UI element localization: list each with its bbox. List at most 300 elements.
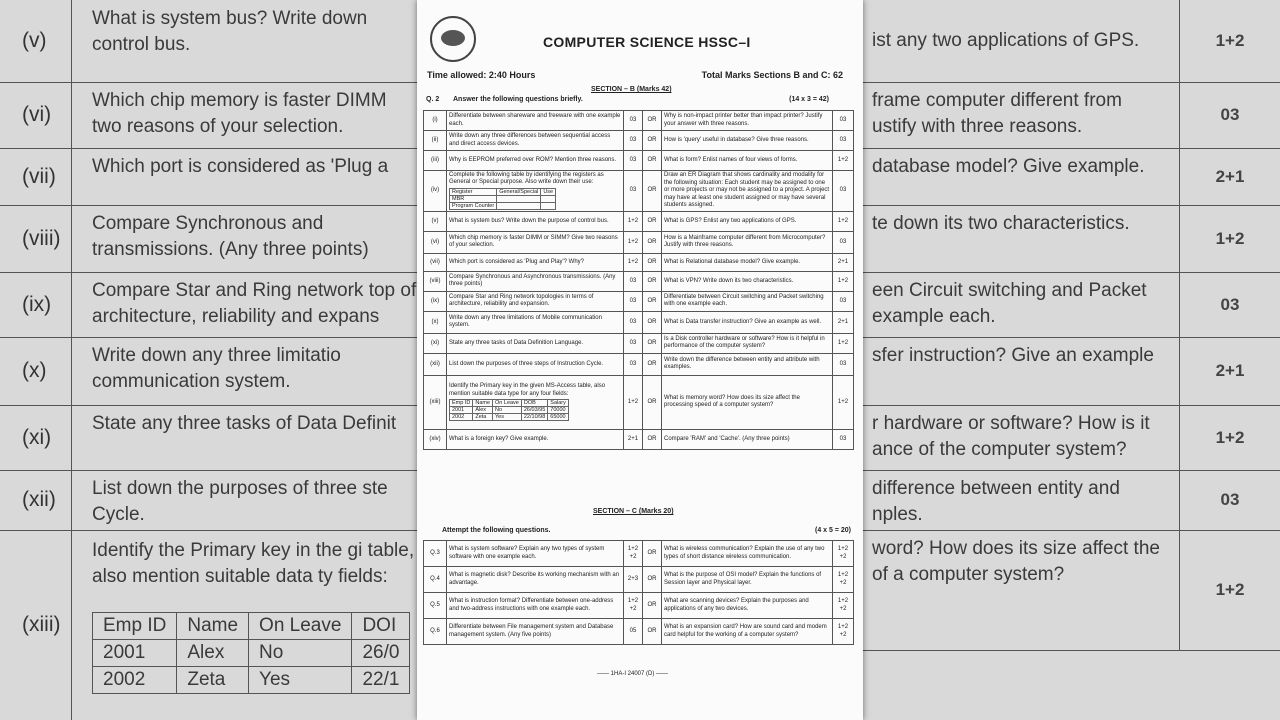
backdrop-number: (ix) — [0, 272, 72, 337]
or-label-value: OR — [647, 238, 657, 245]
backdrop-employee-cell: 2002 — [93, 667, 177, 694]
backdrop-row — [862, 405, 1280, 471]
backdrop-number: (vi) — [0, 82, 72, 148]
question-row — [424, 567, 854, 593]
question-number — [424, 211, 447, 231]
board-logo-icon — [430, 16, 476, 62]
register-table-header-cell: Register — [450, 188, 497, 195]
paper-title: COMPUTER SCIENCE HSSC–I — [543, 34, 751, 50]
or-label — [643, 131, 662, 151]
employee-table-header-cell: DOB — [521, 400, 547, 407]
register-type-blank — [497, 195, 541, 202]
question-text — [447, 253, 624, 271]
alternate-question-marks — [833, 375, 854, 429]
alternate-question-marks: 1+2 +2 — [833, 541, 854, 567]
employee-table-cell: 26/03/95 — [521, 407, 547, 414]
alternate-question-text-value: What is Relational database model? Give example. — [664, 258, 801, 265]
backdrop-text: database model? Give example. — [872, 156, 1145, 177]
or-label — [643, 311, 662, 333]
employee-table-header-cell: Salary — [548, 400, 569, 407]
question-number-value: (i) — [432, 116, 438, 123]
alternate-question-text-value: How is 'query' useful in database? Give three reasons. — [664, 136, 809, 143]
employee-table — [449, 399, 569, 421]
backdrop-employee-cell: 22/1 — [352, 667, 410, 694]
question-marks — [624, 131, 643, 151]
or-label: OR — [643, 541, 662, 567]
alternate-question-marks-value: 03 — [839, 116, 847, 123]
backdrop-row — [0, 405, 420, 471]
alternate-question-marks — [833, 151, 854, 171]
total-marks: Total Marks Sections B and C: 62 — [701, 70, 843, 80]
question-row — [424, 211, 854, 231]
or-label-value: OR — [647, 156, 657, 163]
or-label — [643, 253, 662, 271]
alternate-question-marks-value: 1+2 — [837, 398, 849, 405]
alternate-question-text — [662, 353, 833, 375]
backdrop-mark: 1+2 — [1179, 405, 1280, 470]
or-label — [643, 353, 662, 375]
employee-table-row — [450, 414, 569, 421]
alternate-question-marks: 1+2 +2 — [833, 593, 854, 619]
backdrop-mark: 2+1 — [1179, 148, 1280, 205]
question-number — [424, 171, 447, 212]
alternate-question-text-value: Write down the difference between entity and attribute with examples. — [664, 356, 820, 371]
backdrop-right — [862, 0, 1280, 720]
question-text — [447, 231, 624, 253]
alternate-question-marks — [833, 111, 854, 131]
or-label-value: OR — [647, 339, 657, 346]
question-marks — [624, 211, 643, 231]
question-number — [424, 291, 447, 311]
question-marks — [624, 111, 643, 131]
question-number-value: (iv) — [430, 187, 440, 194]
question-marks — [624, 375, 643, 429]
alternate-question-marks-value: 2+1 — [837, 258, 849, 265]
alternate-question-marks — [833, 291, 854, 311]
alternate-question-text-value: What is Data transfer instruction? Give an example as well. — [664, 318, 822, 325]
time-allowed: Time allowed: 2:40 Hours — [427, 70, 536, 80]
or-label: OR — [643, 593, 662, 619]
question-number-value: (vi) — [430, 238, 440, 245]
alternate-question-marks — [833, 131, 854, 151]
question-text — [447, 429, 624, 449]
question-row — [424, 619, 854, 645]
question-marks — [624, 291, 643, 311]
question-row — [424, 111, 854, 131]
backdrop-text: Write down any three limitatio communication system. — [92, 345, 341, 392]
backdrop-row — [862, 148, 1280, 206]
backdrop-mark: 03 — [1179, 82, 1280, 148]
or-label-value: OR — [647, 187, 657, 194]
backdrop-employee-cell: Zeta — [177, 667, 249, 694]
backdrop-employee-row — [93, 640, 410, 667]
question-text-value: Complete the following table by identifying the registers as General or Special purpose. Also write down their use: — [449, 172, 604, 186]
backdrop-text: Identify the Primary key in the gi table, also mention suitable data ty fields: — [92, 540, 415, 587]
alternate-question-text — [662, 171, 833, 212]
question-row — [424, 291, 854, 311]
backdrop-mark: 1+2 — [1179, 205, 1280, 272]
question-number — [424, 253, 447, 271]
backdrop-number: (x) — [0, 337, 72, 405]
register-table-header — [450, 188, 556, 195]
alternate-question-text — [662, 291, 833, 311]
question-number — [424, 311, 447, 333]
or-label-value: OR — [647, 136, 657, 143]
question-row — [424, 151, 854, 171]
question-marks-value: 1+2 — [627, 398, 639, 405]
question-text-value: Why is EEPROM preferred over ROM? Mention three reasons. — [449, 156, 617, 163]
backdrop-number: (xi) — [0, 405, 72, 470]
alternate-question-marks-value: 03 — [839, 435, 847, 442]
alternate-question-marks — [833, 231, 854, 253]
backdrop-text: State any three tasks of Data Definit — [92, 413, 397, 434]
alternate-question-text-value: Compare 'RAM' and 'Cache'. (Any three points) — [664, 435, 790, 442]
alternate-question-marks — [833, 171, 854, 212]
question-marks — [624, 353, 643, 375]
register-use-blank — [541, 202, 556, 209]
question-marks-value: 03 — [629, 318, 637, 325]
question-number-value: (iii) — [431, 156, 439, 163]
backdrop-left — [0, 0, 420, 720]
or-label: OR — [643, 567, 662, 593]
backdrop-employee-cell: 26/0 — [352, 640, 410, 667]
or-label-value: OR — [647, 297, 657, 304]
question-marks-value: 1+2 — [627, 217, 639, 224]
or-label — [643, 211, 662, 231]
alternate-question-text — [662, 375, 833, 429]
or-label-value: OR — [647, 217, 657, 224]
or-label-value: OR — [647, 360, 657, 367]
alternate-question-text-value: What is VPN? Write down its two characteristics. — [664, 277, 794, 284]
question-text-value: Write down any three differences between sequential access and direct access devices. — [449, 133, 611, 147]
alternate-question-text-value: Why is non-impact printer better than impact printer? Justify your answer with three reasons. — [664, 113, 823, 127]
question-marks-value: 03 — [629, 297, 637, 304]
question-text — [447, 271, 624, 291]
backdrop-text: frame computer different from ustify with three reasons. — [872, 90, 1122, 137]
question-marks-value: 03 — [629, 187, 637, 194]
register-name: Program Counter — [450, 202, 497, 209]
or-label-value: OR — [647, 398, 657, 405]
alternate-question-text: What is wireless communication? Explain the use of any two types of short distance wireless communication. — [662, 541, 833, 567]
alternate-question-marks-value: 2+1 — [837, 318, 849, 325]
question-text: What is instruction format? Differentiate between one-address and two-address instructions with one example each. — [447, 593, 624, 619]
paper-footer: —— 1HA-I 24007 (D) —— — [597, 671, 669, 677]
alternate-question-marks-value: 03 — [839, 136, 847, 143]
alternate-question-marks — [833, 429, 854, 449]
backdrop-number: (xiii) — [0, 530, 72, 720]
backdrop-text: Which port is considered as 'Plug a — [92, 156, 389, 177]
backdrop-text: een Circuit switching and Packet example each. — [872, 280, 1147, 327]
backdrop-text: te down its two characteristics. — [872, 213, 1130, 234]
question-number: Q.5 — [424, 593, 447, 619]
question-marks: 1+2 +2 — [624, 593, 643, 619]
register-use-blank — [541, 195, 556, 202]
backdrop-text: sfer instruction? Give an example — [872, 345, 1154, 366]
employee-table-cell: Alex — [473, 407, 493, 414]
question-number-value: (xi) — [430, 339, 440, 346]
section-b-table — [423, 110, 854, 450]
section-c-instruction: Attempt the following questions. — [442, 527, 551, 534]
question-text-value: List down the purposes of three steps of Instruction Cycle. — [449, 360, 604, 367]
question-text: Differentiate between File management system and Database management system. (Any five points) — [447, 619, 624, 645]
employee-table-cell: Zeta — [473, 414, 493, 421]
question-number — [424, 151, 447, 171]
register-name: MBR — [450, 195, 497, 202]
alternate-question-text — [662, 111, 833, 131]
backdrop-text: word? How does its size affect the of a computer system? — [872, 538, 1160, 585]
backdrop-row — [862, 530, 1280, 651]
backdrop-mark: 1+2 — [1179, 530, 1280, 650]
question-number-value: (ii) — [431, 136, 439, 143]
question-number: Q.3 — [424, 541, 447, 567]
question-text-value: State any three tasks of Data Definition Language. — [449, 339, 584, 346]
question-number-value: (xii) — [430, 360, 440, 367]
question-marks-value: 1+2 — [627, 238, 639, 245]
or-label-value: OR — [647, 116, 657, 123]
question-number-value: (x) — [431, 318, 439, 325]
question-row — [424, 231, 854, 253]
alternate-question-marks-value: 03 — [839, 187, 847, 194]
question-marks-value: 1+2 — [627, 258, 639, 265]
question-marks — [624, 231, 643, 253]
backdrop-row — [0, 337, 420, 406]
section-c-formula: (4 x 5 = 20) — [815, 527, 851, 534]
alternate-question-text-value: What is GPS? Enlist any two applications of GPS. — [664, 217, 797, 224]
question-number-value: (ix) — [430, 297, 440, 304]
or-label-value: OR — [647, 318, 657, 325]
backdrop-row — [862, 82, 1280, 149]
backdrop-employee-cell: On Leave — [249, 613, 352, 640]
backdrop-text: Compare Synchronous and transmissions. (Any three points) — [92, 213, 369, 260]
backdrop-row — [862, 337, 1280, 406]
backdrop-text: What is system bus? Write down control bus. — [92, 8, 368, 55]
question-text-value: Write down any three limitations of Mobile communication system. — [449, 314, 602, 329]
question-row — [424, 311, 854, 333]
alternate-question-text: What is the purpose of OSI model? Explain the functions of Session layer and Physical layer. — [662, 567, 833, 593]
alternate-question-text — [662, 271, 833, 291]
question-row — [424, 541, 854, 567]
employee-table-row — [450, 407, 569, 414]
register-table-row — [450, 195, 556, 202]
question-number: Q.4 — [424, 567, 447, 593]
question-text — [447, 333, 624, 353]
question-marks-value: 03 — [629, 360, 637, 367]
or-label — [643, 171, 662, 212]
employee-table-cell: Yes — [493, 414, 522, 421]
question-marks — [624, 151, 643, 171]
alternate-question-marks-value: 1+2 — [837, 217, 849, 224]
question-text — [447, 151, 624, 171]
alternate-question-text — [662, 211, 833, 231]
question-marks-value: 03 — [629, 116, 637, 123]
question-row — [424, 131, 854, 151]
or-label — [643, 231, 662, 253]
employee-table-cell: 22/10/98 — [521, 414, 547, 421]
question-number-value: (xiii) — [429, 398, 441, 405]
backdrop-number: (vii) — [0, 148, 72, 205]
or-label — [643, 111, 662, 131]
backdrop-row — [862, 272, 1280, 338]
backdrop-row — [0, 148, 420, 206]
register-table-row — [450, 202, 556, 209]
question-text: What is magnetic disk? Describe its working mechanism with an advantage. — [447, 567, 624, 593]
alternate-question-text — [662, 429, 833, 449]
question-text-value: Differentiate between shareware and freeware with one example each. — [449, 113, 621, 127]
backdrop-number: (v) — [0, 0, 72, 82]
question-text — [447, 171, 624, 212]
question-text-value: What is a foreign key? Give example. — [449, 435, 549, 442]
alternate-question-marks-value: 03 — [839, 297, 847, 304]
question-marks-value: 2+1 — [627, 435, 639, 442]
backdrop-row — [0, 0, 420, 83]
backdrop-employee-table — [92, 612, 410, 694]
section-c-table — [423, 540, 854, 645]
register-table-header-cell: General/Special — [497, 188, 541, 195]
alternate-question-text — [662, 131, 833, 151]
or-label — [643, 151, 662, 171]
alternate-question-marks: 1+2 +2 — [833, 567, 854, 593]
section-b-heading: SECTION – B (Marks 42) — [591, 86, 672, 93]
question-marks-value: 03 — [629, 277, 637, 284]
alternate-question-marks — [833, 211, 854, 231]
employee-table-cell: 70000 — [548, 407, 569, 414]
backdrop-text: ist any two applications of GPS. — [872, 30, 1140, 51]
section-c-heading: SECTION – C (Marks 20) — [593, 508, 674, 515]
backdrop-text: r hardware or software? How is it ance of the computer system? — [872, 413, 1150, 460]
backdrop-row — [0, 470, 420, 531]
question-number — [424, 271, 447, 291]
or-label — [643, 333, 662, 353]
question-text — [447, 211, 624, 231]
question-marks — [624, 271, 643, 291]
question-marks — [624, 311, 643, 333]
question-marks — [624, 333, 643, 353]
question-number: Q.6 — [424, 619, 447, 645]
question-number-value: (viii) — [429, 277, 441, 284]
alternate-question-marks-value: 03 — [839, 360, 847, 367]
or-label — [643, 271, 662, 291]
backdrop-row — [0, 82, 420, 149]
employee-table-cell: No — [493, 407, 522, 414]
question-number — [424, 111, 447, 131]
backdrop-employee-row — [93, 613, 410, 640]
backdrop-employee-cell: Name — [177, 613, 249, 640]
question-marks-value: 03 — [629, 136, 637, 143]
alternate-question-text-value: Differentiate between Circuit switching and Packet switching with one example each. — [664, 293, 824, 308]
backdrop-employee-cell: Emp ID — [93, 613, 177, 640]
alternate-question-text — [662, 151, 833, 171]
question-text: What is system software? Explain any two types of system software with one example each. — [447, 541, 624, 567]
employee-table-header-cell: Name — [473, 400, 493, 407]
backdrop-number: (xii) — [0, 470, 72, 530]
alternate-question-text — [662, 333, 833, 353]
alternate-question-marks: 1+2 +2 — [833, 619, 854, 645]
employee-table-header-cell: Emp ID — [450, 400, 473, 407]
alternate-question-marks — [833, 253, 854, 271]
question-text-value: Identify the Primary key in the given MS-Access table, also mention suitable data type for any four fields: — [449, 383, 606, 397]
question-marks — [624, 429, 643, 449]
question-number — [424, 231, 447, 253]
alternate-question-text-value: What is memory word? How does its size affect the processing speed of a computer system? — [664, 394, 800, 409]
alternate-question-text — [662, 253, 833, 271]
question-text-value: Which port is considered as 'Plug and Play'? Why? — [449, 258, 585, 265]
question-number — [424, 333, 447, 353]
employee-table-cell: 2002 — [450, 414, 473, 421]
register-table — [449, 188, 556, 210]
backdrop-row — [862, 0, 1280, 83]
alternate-question-text-value: Is a Disk controller hardware or software? How is it helpful in performance of the computer system? — [664, 335, 825, 350]
backdrop-text: Compare Star and Ring network top of architecture, reliability and expans — [92, 280, 417, 327]
question-text — [447, 111, 624, 131]
backdrop-employee-cell: DOI — [352, 613, 410, 640]
alternate-question-marks-value: 1+2 — [837, 339, 849, 346]
backdrop-mark: 2+1 — [1179, 337, 1280, 405]
backdrop-employee-row — [93, 667, 410, 694]
backdrop-text: List down the purposes of three ste Cycle. — [92, 478, 388, 525]
question-number-value: (xiv) — [429, 435, 441, 442]
question-number-value: (v) — [431, 217, 439, 224]
question-text-value: Compare Synchronous and Asynchronous transmissions. (Any three points) — [449, 273, 616, 288]
alternate-question-text-value: What is form? Enlist names of four views of forms. — [664, 156, 798, 163]
alternate-question-marks — [833, 353, 854, 375]
question-row — [424, 253, 854, 271]
question-row — [424, 171, 854, 212]
backdrop-mark: 03 — [1179, 470, 1280, 530]
backdrop-mark: 1+2 — [1179, 0, 1280, 82]
question-text — [447, 311, 624, 333]
alternate-question-text: What are scanning devices? Explain the purposes and applications of any two devices. — [662, 593, 833, 619]
section-b-instruction: Answer the following questions briefly. — [453, 96, 583, 103]
alternate-question-text — [662, 311, 833, 333]
register-table-header-cell: Use — [541, 188, 556, 195]
alternate-question-text-value: How is a Mainframe computer different from Microcomputer? Justify with three reasons. — [664, 234, 826, 249]
alternate-question-text-value: Draw an ER Diagram that shows cardinality and modality for the following situation: Each student may be assigned to one or more projects or may not be assigned to a project. A project may have at least one student assigned or may have several students assigned. — [664, 172, 830, 209]
alternate-question-text: What is an expansion card? How are sound card and modem card helpful for the working of a computer system? — [662, 619, 833, 645]
backdrop-row — [0, 272, 420, 338]
backdrop-text: Which chip memory is faster DIMM two reasons of your selection. — [92, 90, 387, 137]
question-number — [424, 131, 447, 151]
or-label: OR — [643, 619, 662, 645]
question-marks — [624, 253, 643, 271]
backdrop-number: (viii) — [0, 205, 72, 272]
question-row — [424, 429, 854, 449]
question-number-value: (vii) — [430, 258, 440, 265]
backdrop-employee-cell: 2001 — [93, 640, 177, 667]
backdrop-text: difference between entity and nples. — [872, 478, 1120, 525]
question-text-value: Compare Star and Ring network topologies in terms of architecture, reliability and expansion. — [449, 293, 594, 308]
or-label-value: OR — [647, 277, 657, 284]
question-marks: 05 — [624, 619, 643, 645]
alternate-question-marks — [833, 311, 854, 333]
question-marks-value: 03 — [629, 339, 637, 346]
question-text-value: What is system bus? Write down the purpose of control bus. — [449, 217, 609, 224]
exam-paper — [417, 0, 863, 720]
alternate-question-text — [662, 231, 833, 253]
backdrop-row — [0, 205, 420, 273]
question-number — [424, 429, 447, 449]
backdrop-employee-cell: No — [249, 640, 352, 667]
alternate-question-marks-value: 1+2 — [837, 156, 849, 163]
question-row — [424, 333, 854, 353]
or-label — [643, 291, 662, 311]
question-number — [424, 353, 447, 375]
employee-table-header — [450, 400, 569, 407]
employee-table-cell: 2001 — [450, 407, 473, 414]
question-text — [447, 131, 624, 151]
or-label-value: OR — [647, 258, 657, 265]
backdrop-mark: 03 — [1179, 272, 1280, 337]
employee-table-cell: 65000 — [548, 414, 569, 421]
